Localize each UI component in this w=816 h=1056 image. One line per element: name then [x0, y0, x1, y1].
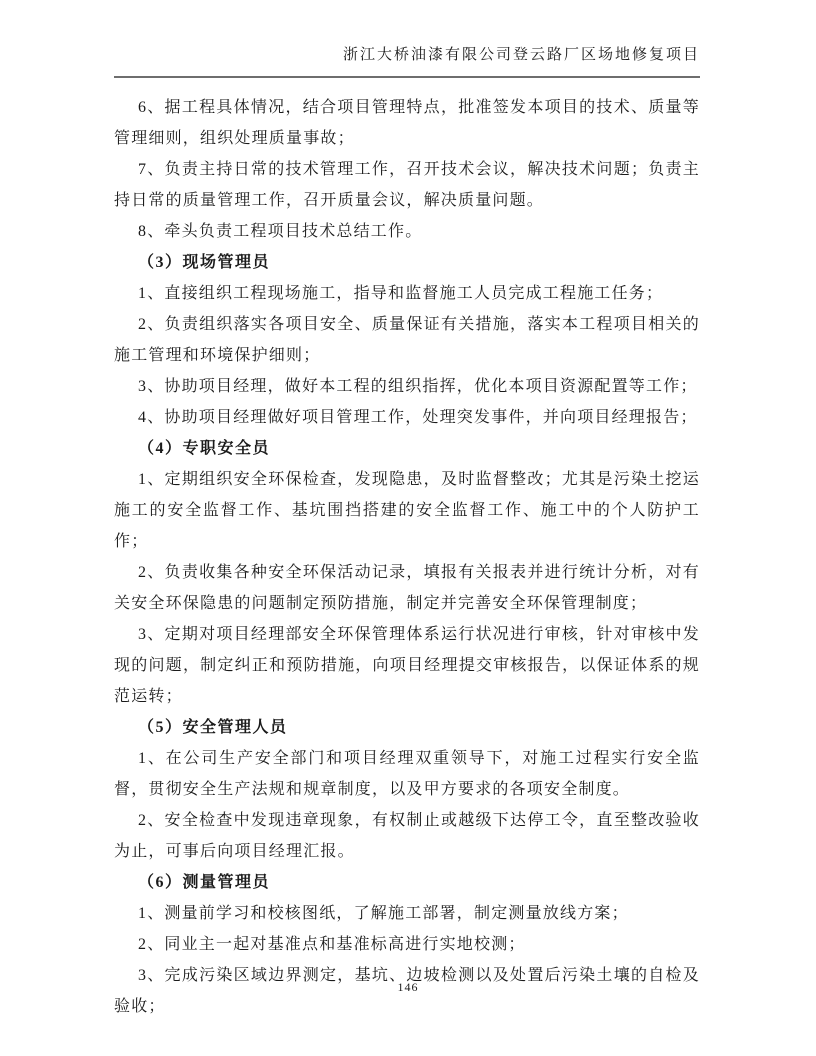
document-body: [114, 92, 700, 1022]
section-heading: （6）测量管理员: [138, 874, 271, 891]
body-paragraph: 3、定期对项目经理部安全环保管理体系运行状况进行审核，针对审核中发现的问题，制定纠正和预防措施，向项目经理提交审核报告，以保证体系的规范运转；: [114, 626, 700, 705]
body-paragraph: 7、负责主持日常的技术管理工作，召开技术会议，解决技术问题；负责主持日常的质量管理工作，召开质量会议，解决质量问题。: [114, 161, 700, 209]
body-paragraph: 6、据工程具体情况，结合项目管理特点，批准签发本项目的技术、质量等管理细则，组织处理质量事故；: [114, 99, 700, 147]
page-footer: [0, 978, 816, 996]
body-paragraph: 3、协助项目经理，做好本工程的组织指挥，优化本项目资源配置等工作；: [138, 378, 698, 395]
section-heading: （3）现场管理员: [138, 254, 271, 271]
body-paragraph: 2、负责收集各种安全环保活动记录，填报有关报表并进行统计分析，对有关安全环保隐患的问题制定预防措施，制定并完善安全环保管理制度；: [114, 564, 700, 612]
body-paragraph: 1、直接组织工程现场施工，指导和监督施工人员完成工程施工任务；: [138, 285, 664, 302]
body-paragraph: 1、在公司生产安全部门和项目经理双重领导下，对施工过程实行安全监督，贯彻安全生产法规和规章制度，以及甲方要求的各项安全制度。: [114, 750, 700, 798]
section-heading: （5）安全管理人员: [138, 719, 288, 736]
body-paragraph: 2、负责组织落实各项目安全、质量保证有关措施，落实本工程项目相关的施工管理和环境保护细则；: [114, 316, 700, 364]
body-paragraph: 2、同业主一起对基准点和基准标高进行实地校测；: [138, 936, 526, 953]
body-paragraph: 1、测量前学习和校核图纸，了解施工部署，制定测量放线方案；: [138, 905, 629, 922]
page-header: [114, 45, 700, 78]
body-paragraph: 8、牵头负责工程项目技术总结工作。: [138, 223, 423, 240]
section-heading: （4）专职安全员: [138, 440, 271, 457]
body-paragraph: 4、协助项目经理做好项目管理工作，处理突发事件，并向项目经理报告；: [138, 409, 698, 426]
header-title: 浙江大桥油漆有限公司登云路厂区场地修复项目: [342, 47, 700, 63]
body-paragraph: 1、定期组织安全环保检查，发现隐患，及时监督整改；尤其是污染土挖运施工的安全监督工作、基坑围挡搭建的安全监督工作、施工中的个人防护工作；: [114, 471, 700, 550]
body-paragraph: 3、完成污染区域边界测定，基坑、边坡检测以及处置后污染土壤的自检及验收；: [114, 967, 700, 1015]
page-number: 146: [397, 980, 419, 994]
body-paragraph: 2、安全检查中发现违章现象，有权制止或越级下达停工令，直至整改验收为止，可事后向项目经理汇报。: [114, 812, 700, 860]
